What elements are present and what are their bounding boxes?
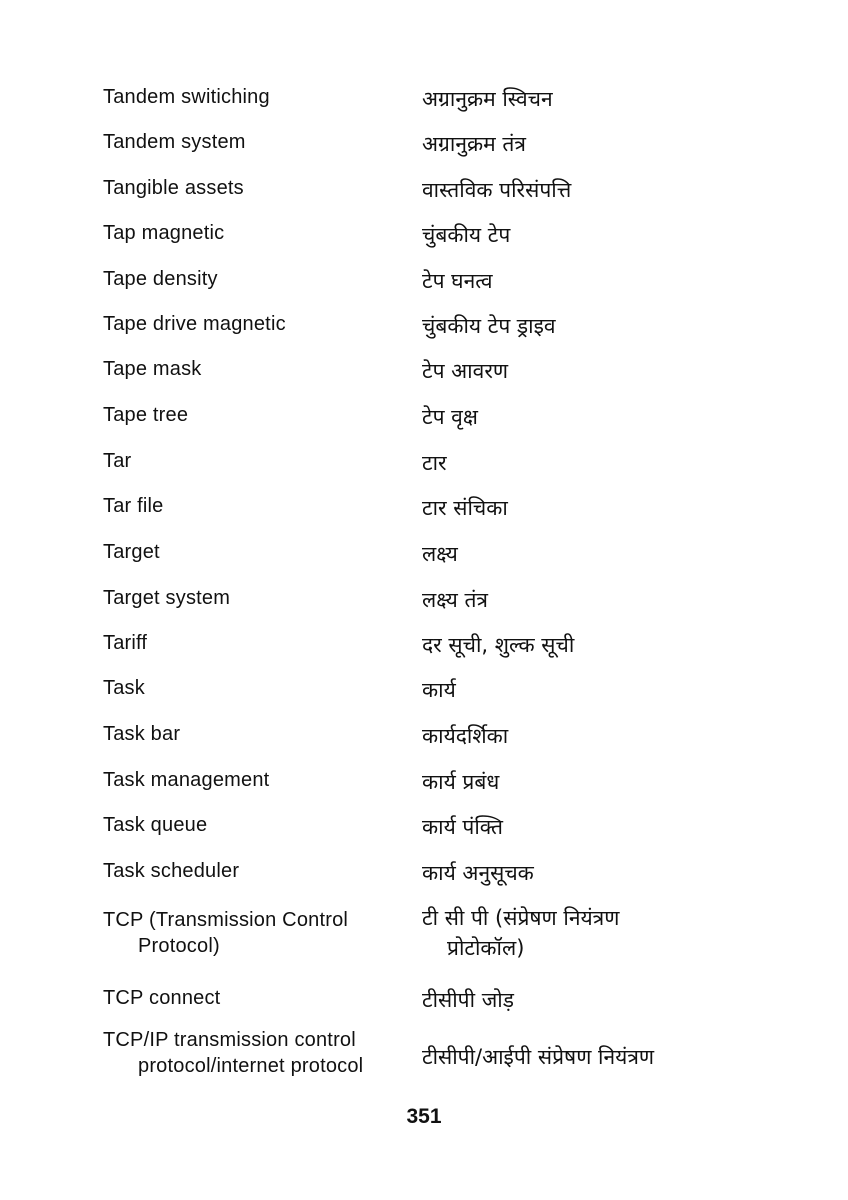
entry-translation: लक्ष्य: [422, 542, 458, 566]
entry-translation: कार्य अनुसूचक: [422, 861, 534, 885]
entry-term: Task: [103, 677, 145, 699]
entry-term: TCP (Transmission Control Protocol): [103, 909, 349, 957]
entry-translation: टीसीपी/आईपी संप्रेषण नियंत्रण: [422, 1045, 655, 1069]
entry-translation: कार्य प्रबंध: [422, 770, 500, 794]
entry-translation: चुंबकीय टेप: [422, 223, 511, 247]
entry-translation: दर सूची, शुल्क सूची: [422, 633, 575, 657]
entry-translation: टीसीपी जोड़: [422, 988, 514, 1012]
entry-term: Tape tree: [103, 404, 189, 426]
entry-term: Tape density: [103, 268, 218, 290]
entry-term: TCP/IP transmission control protocol/internet protocol: [103, 1029, 364, 1077]
entry-term: Tar file: [103, 495, 164, 517]
entry-translation: टेप घनत्व: [422, 269, 493, 293]
page-number: 351: [406, 1105, 442, 1128]
entry-translation: कार्यदर्शिका: [422, 724, 509, 748]
entry-term: Task queue: [103, 814, 208, 836]
entry-translation: टी सी पी (संप्रेषण नियंत्रण प्रोटोकॉल): [422, 906, 620, 960]
entry-translation: लक्ष्य तंत्र: [422, 588, 489, 612]
entry-translation: टार संचिका: [422, 496, 508, 520]
entry-translation: कार्य: [422, 678, 456, 702]
entry-term: Target: [103, 541, 160, 563]
entry-term: Task management: [103, 769, 270, 791]
entry-term: TCP connect: [103, 987, 221, 1009]
entry-translation: अग्रानुक्रम स्विचन: [422, 87, 553, 111]
entry-translation: टेप आवरण: [422, 359, 509, 383]
entry-translation: अग्रानुक्रम तंत्र: [422, 132, 526, 156]
entry-term: Task scheduler: [103, 860, 240, 882]
entry-translation: टार: [422, 451, 447, 475]
entry-translation: वास्तविक परिसंपत्ति: [422, 178, 572, 202]
entry-term: Tape drive magnetic: [103, 313, 286, 335]
entry-term: Tandem system: [103, 131, 246, 153]
entry-translation: टेप वृक्ष: [422, 405, 478, 429]
entry-term: Target system: [103, 587, 231, 609]
entry-term: Tandem switiching: [103, 86, 270, 108]
entry-term: Tap magnetic: [103, 222, 225, 244]
entry-translation: कार्य पंक्ति: [422, 815, 504, 839]
entry-term: Tangible assets: [103, 177, 244, 199]
entry-translation: चुंबकीय टेप ड्राइव: [422, 314, 556, 338]
entry-term: Tariff: [103, 632, 148, 654]
entry-term: Tar: [103, 450, 132, 472]
entry-term: Tape mask: [103, 358, 202, 380]
entry-term: Task bar: [103, 723, 181, 745]
